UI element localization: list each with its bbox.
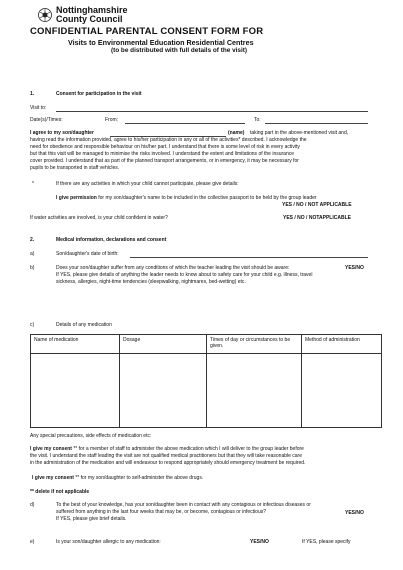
self-admin-consent — [32, 475, 203, 482]
conditions-question: Does your son/daughter suffer from any conditions of which the teacher leading the visit should be aware: — [56, 265, 290, 271]
agree-text: taking part in the above-mentioned visit and, — [250, 130, 349, 136]
dates-label: Date(s)/Times: — [30, 117, 63, 123]
table-row — [31, 354, 382, 428]
contagious-options[interactable]: YES/NO — [345, 510, 364, 516]
table-cell[interactable] — [31, 354, 120, 428]
medication-label: Details of any medication — [56, 322, 112, 328]
conditions-details-line: sickness, allergies, night-time tendencies (sleepwalking, nightmares, bed-wetting) etc. — [56, 279, 246, 285]
from-field[interactable] — [125, 123, 245, 124]
section-2-heading: Medical information, declarations and consent — [56, 237, 167, 243]
staff-consent-bold: I give my consent — [30, 446, 72, 452]
self-admin-text: ** for my son/daughter to self-administer the above drugs. — [73, 475, 204, 481]
to-field[interactable] — [265, 123, 368, 124]
passport-permission-text: for my son/daughter's name to be included in the collective passport to be held by the group leader — [98, 195, 317, 201]
water-question: If water activities are involved, is your child confident in water? — [30, 215, 168, 221]
item-d-marker: d) — [30, 502, 35, 508]
medication-table — [30, 334, 382, 428]
table-header: Dosage — [120, 335, 207, 354]
item-e-marker: e) — [30, 539, 35, 545]
council-crest-icon — [36, 7, 54, 23]
table-header: Name of medication — [31, 335, 120, 354]
allergy-options[interactable]: YES/NO — [250, 539, 269, 545]
table-cell[interactable] — [302, 354, 382, 428]
council-name-line2: County Council — [56, 14, 123, 24]
visit-to-label: Visit to: — [30, 105, 47, 111]
council-name-line1: Nottinghamshire — [56, 5, 128, 15]
allergy-question: Is your son/daughter allergic to any medication: — [56, 539, 161, 545]
self-admin-bold: I give my consent — [32, 475, 74, 481]
contagious-details: If YES, please give brief details. — [56, 516, 127, 522]
to-label: To: — [254, 117, 261, 123]
form-subtitle-note: (to be distributed with full details of the visit) — [111, 47, 247, 54]
staff-consent-text: ** for a member of staff to administer the above medication which I will deliver to the group leader before — [71, 446, 304, 452]
table-cell[interactable] — [207, 354, 302, 428]
conditions-details-line: If YES, please give details of anything the leader needs to know about to safety care for your child e.g. illness, travel — [56, 272, 313, 278]
form-subtitle: Visits to Environmental Education Residential Centres — [68, 38, 254, 47]
table-header: Times of day or circumstances to be given. — [207, 335, 302, 354]
from-label: From: — [105, 117, 119, 123]
table-cell[interactable] — [120, 354, 207, 428]
item-b-marker: b) — [30, 265, 35, 271]
precautions-label: Any special precautions, side effects of medication etc: — [30, 433, 152, 439]
asterisk-marker: * — [32, 181, 34, 187]
item-c-marker: c) — [30, 322, 35, 328]
name-label: (name) — [228, 130, 245, 136]
staff-consent-line — [30, 446, 304, 453]
contagious-question: suffered from anything in the last four weeks that may be, or become, contagious or infectious? — [56, 509, 267, 515]
agree-label: I agree to my son/daughter — [30, 130, 94, 136]
form-title: CONFIDENTIAL PARENTAL CONSENT FORM FOR — [30, 26, 264, 37]
consent-paragraph-line: having read the information provided, agree to his/her participation in any or all of the activities* described. I acknowledge the — [30, 137, 307, 143]
passport-permission — [56, 195, 317, 202]
table-header-row — [31, 335, 382, 354]
activities-question: If there are any activities in which your child cannot participate, please give details: — [56, 181, 239, 187]
consent-paragraph-line: pupils to be transported in staff vehicles. — [30, 165, 120, 171]
passport-options[interactable]: YES / NO / NOT APPLICABLE — [282, 202, 352, 208]
item-a-marker: a) — [30, 251, 35, 257]
delete-note: ** delete if not applicable — [30, 489, 90, 495]
council-name — [56, 6, 128, 24]
conditions-options[interactable]: YES/NO — [345, 265, 364, 271]
visit-to-field[interactable] — [56, 111, 368, 112]
dob-label: Son/daughter's date of birth: — [56, 251, 119, 257]
water-options[interactable]: YES / NO / NOTAPPLICABLE — [283, 215, 351, 221]
staff-consent-line: in the administration of the medication and will endeavour to respond appropriately should emergency treatment be required. — [30, 460, 306, 466]
section-1-number: 1. — [30, 91, 35, 97]
section-1-heading: Consent for participation in the visit — [56, 91, 142, 97]
consent-paragraph-line: need for obedience and responsible behaviour on his/her part. I understand that there is some level of risk in every activity — [30, 144, 300, 150]
dob-field[interactable] — [130, 257, 368, 258]
consent-paragraph-line: cover provided. I understand that as part of the planned transport arrangements, or in emergency, it may be necessary for — [30, 158, 299, 164]
consent-paragraph-line: but that this visit will be managed to minimise the risks involved. I understand the extent and limitations of the insurance — [30, 151, 295, 157]
table-header: Method of administration — [302, 335, 382, 354]
staff-consent-line: the visit. I understand the staff leading the visit are not qualified medical practitioners but that they will take reasonable care — [30, 453, 303, 459]
contagious-question: To the best of your knowledge, has your son/daughter been in contact with any contagious or infectious diseases or — [56, 502, 311, 508]
passport-permission-bold: I give permission — [56, 195, 97, 201]
allergy-specify-label: If YES, please specify — [302, 539, 351, 545]
section-2-number: 2. — [30, 237, 35, 243]
